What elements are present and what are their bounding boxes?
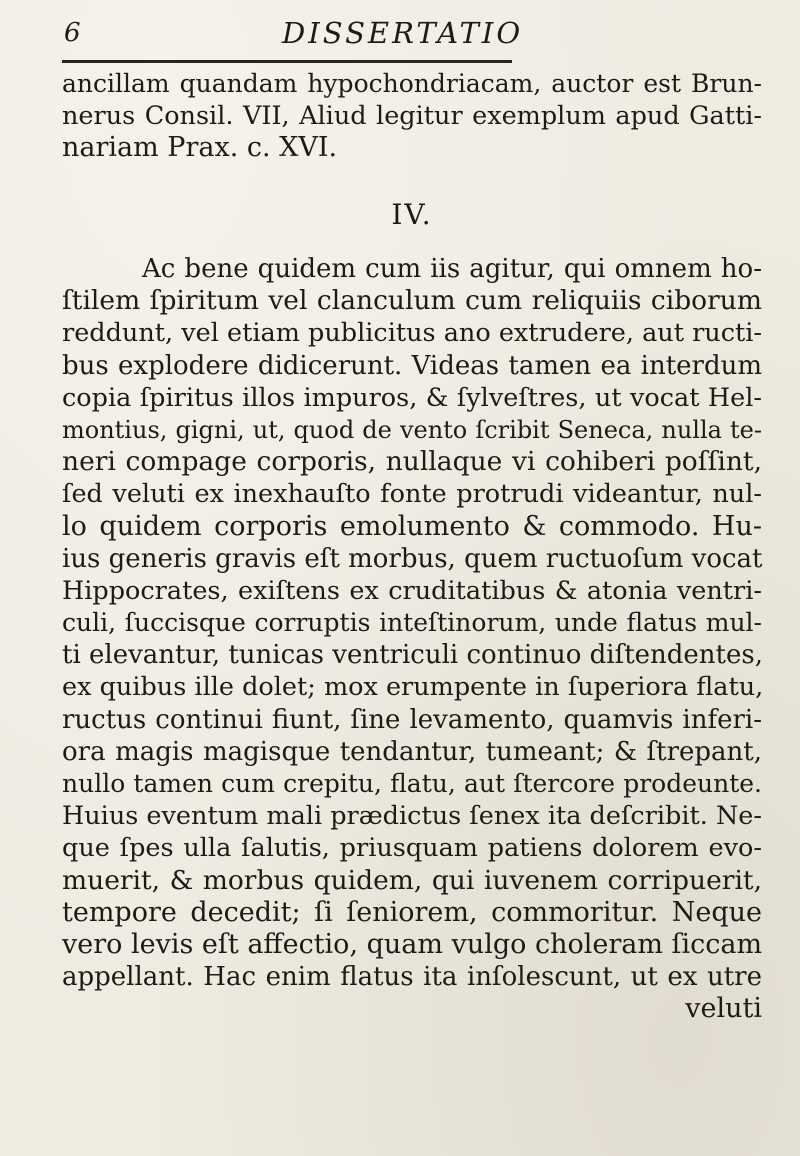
body-line: neri compage corporis, nullaque vi cohiberi poſſint, — [62, 446, 762, 478]
body-line: culi, ſuccisque corruptis inteſtinorum, unde flatus mul- — [62, 608, 762, 638]
section-heading: IV. — [391, 198, 433, 231]
body-line: nullo tamen cum crepitu, flatu, aut ſtercore prodeunte. — [62, 769, 762, 798]
body-line: Ac bene quidem cum iis agitur, qui omnem ho- — [142, 254, 762, 284]
body-line: ſed veluti ex inexhauſto fonte protrudi videantur, nul- — [62, 479, 762, 510]
intro-line: ancillam quandam hypochondriacam, auctor est Brun- — [62, 69, 762, 98]
body-line: montius, gigni, ut, quod de vento ſcribit Seneca, nulla te- — [62, 415, 762, 444]
body-line: lo quidem corporis emolumento & commodo. Hu- — [62, 510, 762, 542]
intro-paragraph — [62, 68, 762, 165]
body-line: ius generis gravis eſt morbus, quem ructuoſum vocat — [62, 543, 763, 574]
page-number: 6 — [64, 18, 81, 48]
body-line: que ſpes ulla ſalutis, priusquam patiens dolorem evo- — [62, 833, 762, 864]
body-line: ructus continui fiunt, ſine levamento, quamvis inferi- — [62, 704, 762, 735]
body-line: Huius eventum mali prædictus ſenex ita deſcribit. Ne- — [62, 801, 762, 832]
intro-line: nariam Prax. c. XVI. — [62, 132, 338, 164]
body-line: bus explodere didicerunt. Videas tamen ea interdum — [62, 350, 762, 381]
header-rule — [62, 60, 512, 63]
body-line: appellant. Hac enim flatus ita inſolescunt, ut ex utre — [62, 962, 762, 993]
body-line: vero levis eſt affectio, quam vulgo choleram ſiccam — [62, 928, 763, 960]
body-line: ſtilem ſpiritum vel clanculum cum reliquiis ciborum — [62, 285, 762, 317]
intro-line: nerus Consil. VII, Aliud legitur exemplum apud Gatti- — [62, 101, 762, 132]
body-line: ex quibus ille dolet; mox erumpente in ſuperiora flatu, — [62, 672, 764, 703]
catchword: veluti — [685, 993, 762, 1025]
body-line: Hippocrates, exiſtens ex cruditatibus & atonia ventri- — [62, 575, 762, 606]
body-line: ti elevantur, tunicas ventriculi continuo diſtendentes, — [62, 640, 763, 671]
body-line: muerit, & morbus quidem, qui iuvenem corripuerit, — [62, 864, 762, 896]
body-line: copia ſpiritus illos impuros, & ſylveſtres, ut vocat Hel- — [62, 382, 762, 413]
body-line: reddunt, vel etiam publicitus ano extrudere, aut ructi- — [62, 318, 762, 349]
body-line: tempore decedit; ſi ſeniorem, commoritur. Neque — [62, 896, 762, 928]
page-header — [60, 14, 760, 54]
body-line: ora magis magisque tendantur, tumeant; & ſtrepant, — [62, 736, 762, 767]
main-paragraph — [62, 253, 762, 1026]
running-head: DISSERTATIO — [282, 16, 524, 50]
